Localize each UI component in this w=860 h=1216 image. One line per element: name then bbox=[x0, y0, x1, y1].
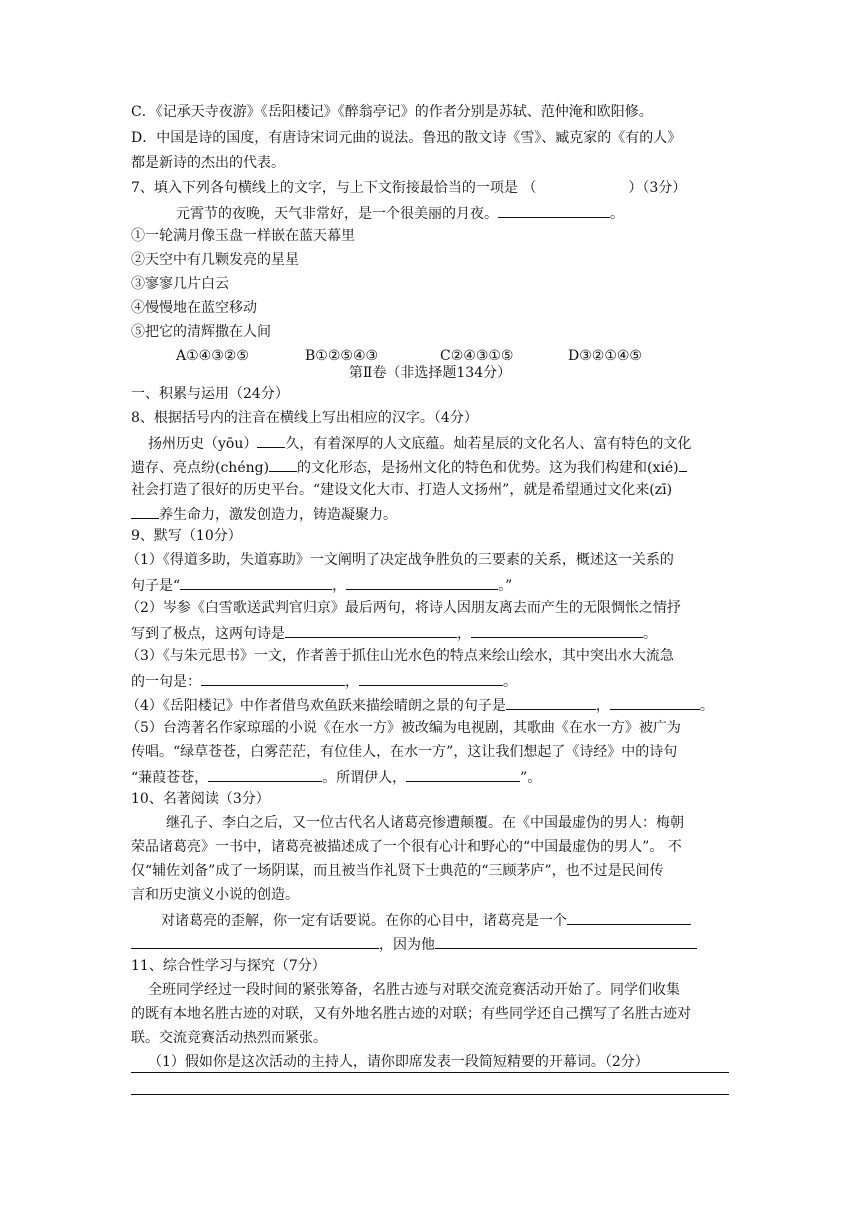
q10-text-6: ，因为他 bbox=[131, 933, 697, 955]
section1-title: 一、积累与运用（24分） bbox=[131, 386, 289, 402]
q10-stem: 10、名著阅读（3分） bbox=[131, 791, 270, 807]
q10-blank-3[interactable] bbox=[435, 933, 697, 949]
q11-sub1: （1）假如你是这次活动的主持人，请你即席发表一段简短精要的开幕词。（2分） bbox=[148, 1054, 649, 1070]
q9-part5-line1: （5）台湾著名作家琼瑶的小说《在水一方》被改编为电视剧，其歌曲《在水一方》被广为 bbox=[126, 720, 681, 736]
q7-choice-a[interactable]: A①④③②⑤ bbox=[176, 348, 249, 364]
q10-text-1: 继孔子、李白之后，又一位古代名人诸葛亮惨遭颠覆。在《中国最虚伪的男人：梅朝 bbox=[166, 815, 684, 831]
q7-item-1: ①一轮满月像玉盘一样嵌在蓝天幕里 bbox=[131, 228, 355, 244]
q7-choice-d[interactable]: D③②①④⑤ bbox=[568, 348, 642, 364]
q7-answer-blank[interactable] bbox=[498, 202, 610, 218]
q9-blank-4b[interactable] bbox=[610, 694, 700, 710]
q7-item-3: ③寥寥几片白云 bbox=[131, 276, 229, 292]
q9-blank-4a[interactable] bbox=[506, 694, 596, 710]
q7-item-4: ④慢慢地在蓝空移动 bbox=[131, 300, 257, 316]
q6-option-c: C．《记承天寺夜游》《岳阳楼记》《醉翁亭记》的作者分别是苏轼、范仲淹和欧阳修。 bbox=[131, 104, 653, 120]
q9-blank-5a[interactable] bbox=[208, 766, 322, 782]
q9-blank-5b[interactable] bbox=[406, 766, 520, 782]
q9-part5-line3: “蒹葭苍苍， 。所谓伊人， ”。 bbox=[131, 766, 541, 788]
q11-stem: 11、综合性学习与探究（7分） bbox=[131, 958, 326, 974]
q9-part3-line2: 的一句是： ， 。 bbox=[131, 670, 517, 692]
q7-stem: 7、填入下列各句横线上的文字，与上下文衔接最恰当的一项是 （ ）（3分） bbox=[131, 180, 687, 196]
answer-line-1[interactable] bbox=[131, 1072, 729, 1073]
q7-choice-b[interactable]: B①②⑤④③ bbox=[305, 348, 379, 364]
q9-part2-line1: （2）岑参《白雪歌送武判官归京》最后两句，将诗人因朋友离去而产生的无限惆怅之情抒 bbox=[126, 600, 681, 616]
q10-blank-1[interactable] bbox=[567, 909, 691, 925]
q7-item-5: ⑤把它的清辉撒在人间 bbox=[131, 324, 271, 340]
q7-item-2: ②天空中有几颗发亮的星星 bbox=[131, 252, 299, 268]
q9-blank-2a[interactable] bbox=[285, 622, 457, 638]
q8-stem: 8、根据括号内的注音在横线上写出相应的汉字。（4分） bbox=[131, 410, 478, 426]
q9-part4: （4）《岳阳楼记》中作者借鸟欢鱼跃来描绘晴朗之景的句子是 ， 。 bbox=[126, 694, 714, 716]
q8-blank-3[interactable] bbox=[679, 456, 687, 472]
q9-blank-1a[interactable] bbox=[180, 574, 332, 590]
q6-option-d-line1: D．中国是诗的国度，有唐诗宋词元曲的说法。鲁迅的散文诗《雪》、臧克家的《有的人》 bbox=[131, 130, 682, 146]
q9-blank-3b[interactable] bbox=[359, 670, 503, 686]
answer-line-2[interactable] bbox=[131, 1094, 729, 1095]
q8-blank-1[interactable] bbox=[257, 432, 285, 448]
q9-stem: 9、默写（10分） bbox=[131, 528, 242, 544]
q7-sentence: 元霄节的夜晚，天气非常好，是一个很美丽的月夜。 。 bbox=[176, 202, 624, 224]
q9-part3-line1: （3）《与朱元思书》一文，作者善于抓住山光水色的特点来绘山绘水，其中突出水大流急 bbox=[126, 648, 674, 664]
q9-part1-line1: （1）《得道多助，失道寡助》一文阐明了决定战争胜负的三要素的关系，概述这一关系的 bbox=[126, 552, 674, 568]
q9-part5-line2: 传唱。“绿草苍苍，白雾茫茫，有位佳人，在水一方”，这让我们想起了《诗经》中的诗句 bbox=[131, 744, 678, 760]
q8-line3: 社会打造了很好的历史平台。“建设文化大市、打造人文扬州”，就是希望通过文化来(zī) bbox=[131, 482, 673, 498]
q9-blank-1b[interactable] bbox=[346, 574, 498, 590]
q10-blank-2[interactable] bbox=[131, 933, 379, 949]
q8-blank-4[interactable] bbox=[131, 503, 159, 519]
q10-text-3: 仅“辅佐刘备”成了一场阴谋，而且被当作礼贤下士典范的“三顾茅庐”，也不过是民间传 bbox=[131, 863, 664, 879]
q8-line2: 遗存、亮点纷(chéng) 的文化形态，是扬州文化的特色和优势。这为我们构建和(xié) bbox=[131, 456, 687, 478]
q10-text-2: 荣品诸葛亮》一书中，诸葛亮被描述成了一个很有心计和野心的“中国最虚伪的男人”。 不 bbox=[131, 839, 682, 855]
part2-title: 第Ⅱ卷（非选择题134分） bbox=[348, 365, 512, 381]
q8-blank-2[interactable] bbox=[269, 456, 297, 472]
q7-choice-c[interactable]: C②④③①⑤ bbox=[440, 348, 514, 364]
q11-text-3: 联。交流竞赛活动热烈而紧张。 bbox=[131, 1030, 327, 1046]
q11-text-1: 全班同学经过一段时间的紧张筹备，名胜古迹与对联交流竞赛活动开始了。同学们收集 bbox=[148, 982, 680, 998]
q6-option-d-line2: 都是新诗的杰出的代表。 bbox=[131, 155, 285, 171]
q10-text-4: 言和历史演义小说的创造。 bbox=[131, 887, 299, 903]
q8-line4: 养生命力，激发创造力，铸造凝聚力。 bbox=[131, 503, 397, 525]
q9-blank-2b[interactable] bbox=[471, 622, 643, 638]
q11-text-2: 的既有本地名胜古迹的对联，又有外地名胜古迹的对联；有些同学还自己撰写了名胜古迹对 bbox=[131, 1006, 691, 1022]
q8-line1: 扬州历史（yōu） 久，有着深厚的人文底蕴。灿若星辰的文化名人、富有特色的文化 bbox=[148, 432, 691, 454]
q10-text-5: 对诸葛亮的歪解，你一定有话要说。在你的心目中，诸葛亮是一个 bbox=[161, 909, 691, 931]
q9-part1-line2: 句子是“ ， 。” bbox=[131, 574, 512, 596]
q9-blank-3a[interactable] bbox=[201, 670, 345, 686]
q9-part2-line2: 写到了极点，这两句诗是 ， 。 bbox=[131, 622, 657, 644]
